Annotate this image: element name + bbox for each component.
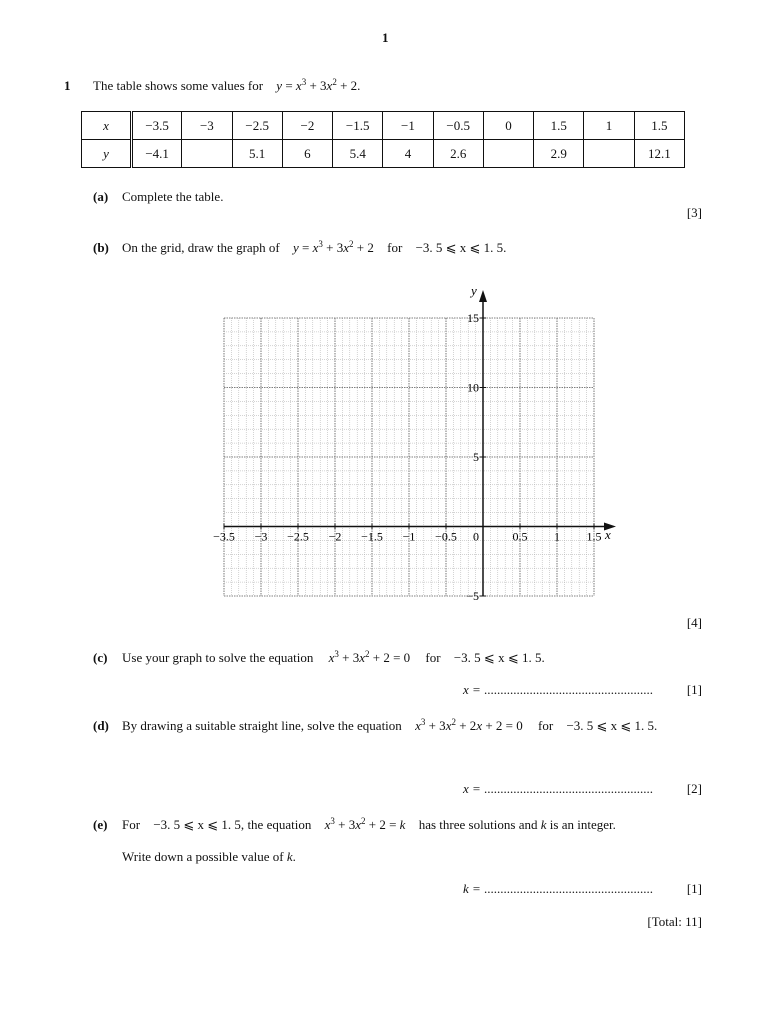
eq-part: + 2 = 0 xyxy=(482,718,523,733)
eq-var: k xyxy=(399,817,406,832)
eq-power: 3 xyxy=(420,717,426,727)
eq-var: y xyxy=(293,240,299,255)
y-tick-label: 10 xyxy=(467,380,479,395)
x-tick-label: −1.5 xyxy=(361,529,383,544)
graph-grid[interactable] xyxy=(200,280,620,610)
x-tick-label: 1.5 xyxy=(586,529,602,544)
part-e-text3: is an integer. xyxy=(546,817,616,832)
eq-var: x xyxy=(324,817,331,832)
part-c-equation xyxy=(329,650,411,665)
x-cell: 1.5 xyxy=(634,112,684,140)
part-d-marks: [2] xyxy=(686,781,702,796)
eq-var: x xyxy=(359,650,365,665)
part-c-range: −3. 5 ⩽ x ⩽ 1. 5. xyxy=(453,650,545,665)
part-e-equation xyxy=(325,817,406,832)
eq-power: 2 xyxy=(349,239,354,249)
x-row xyxy=(82,112,685,140)
eq-var: x xyxy=(328,650,335,665)
eq-power: 2 xyxy=(332,77,337,87)
part-d-for: for xyxy=(538,718,554,733)
eq-part: + 3 xyxy=(338,650,360,665)
part-a-text: Complete the table. xyxy=(122,189,224,204)
part-d-text: By drawing a suitable straight line, solve the equation xyxy=(122,718,402,733)
eq-power: 3 xyxy=(330,816,335,826)
x-tick-label: −0.5 xyxy=(435,529,457,544)
eq-part: + 3 xyxy=(322,240,344,255)
part-d-equation xyxy=(415,718,523,733)
part-e-answer xyxy=(463,881,653,897)
answer-label: k = xyxy=(463,881,481,896)
part-e-line2 xyxy=(122,849,296,865)
part-e-line2-text: Write down a possible value of xyxy=(122,849,284,864)
answer-label: x = xyxy=(463,682,481,697)
total-marks: [Total: 11] xyxy=(647,914,702,929)
part-c-label: (c) xyxy=(93,650,108,665)
part-c-for: for xyxy=(425,650,441,665)
eq-part: + 2 xyxy=(353,240,374,255)
part-a-marks: [3] xyxy=(686,205,702,220)
x-axis-label: x xyxy=(605,527,611,542)
y-cell: 5.4 xyxy=(333,140,383,168)
eq-part: + 3 xyxy=(425,718,446,733)
eq-part: + 2 xyxy=(455,718,477,733)
y-axis-label: y xyxy=(471,283,477,298)
part-c-line xyxy=(122,650,545,666)
part-e-line2-k: k xyxy=(286,849,293,864)
question-intro-text: The table shows some values for xyxy=(93,78,264,93)
x-cell: −3 xyxy=(182,112,232,140)
part-d-label: (d) xyxy=(93,718,109,733)
x-cell: −1.5 xyxy=(333,112,383,140)
y-cell: 6 xyxy=(282,140,332,168)
part-e-text2: has three solutions and xyxy=(418,817,538,832)
x-tick-label: −2 xyxy=(328,529,342,544)
eq-var: x xyxy=(343,240,350,255)
part-e-k: k xyxy=(540,817,547,832)
y-row xyxy=(82,140,685,168)
x-tick-label: 0.5 xyxy=(512,529,528,544)
eq-part: + 3 xyxy=(306,78,327,93)
part-e-marks: [1] xyxy=(686,881,702,896)
y-cell: 5.1 xyxy=(232,140,282,168)
part-b-range: −3. 5 ⩽ x ⩽ 1. 5. xyxy=(415,240,507,255)
eq-power: 3 xyxy=(301,77,307,87)
part-b-for: for xyxy=(387,240,403,255)
y-row-label: y xyxy=(82,140,132,168)
y-tick-label: 5 xyxy=(473,450,479,464)
x-cell: 0 xyxy=(483,112,533,140)
part-e-line xyxy=(122,817,616,833)
x-tick-label: 1 xyxy=(554,529,560,544)
eq-part: + 2 = xyxy=(365,817,400,832)
eq-power: 3 xyxy=(318,239,323,249)
eq-var: x xyxy=(476,718,483,733)
y-cell: −4.1 xyxy=(132,140,182,168)
part-e-for: For xyxy=(122,817,141,832)
part-b-equation xyxy=(293,240,374,255)
part-b-text: On the grid, draw the graph of xyxy=(122,240,280,255)
x-tick-label: −3.5 xyxy=(213,529,235,544)
grid-lines xyxy=(224,318,594,596)
part-d-line xyxy=(122,718,657,734)
part-e-label: (e) xyxy=(93,817,108,832)
x-tick-label: −1 xyxy=(402,529,416,544)
part-e-range: −3. 5 ⩽ x ⩽ 1. 5, xyxy=(153,817,245,832)
part-e-line2-end: . xyxy=(292,849,296,864)
answer-line[interactable]: .................................................... xyxy=(484,881,654,896)
x-row-label: x xyxy=(82,112,132,140)
part-b-label: (b) xyxy=(93,240,109,255)
question-equation xyxy=(276,78,360,93)
eq-var: x xyxy=(326,78,333,93)
x-cell: −2 xyxy=(282,112,332,140)
eq-part: + 2 = 0 xyxy=(369,650,411,665)
part-c-answer xyxy=(463,682,653,698)
eq-var: x xyxy=(445,718,452,733)
x-cell: −1 xyxy=(383,112,433,140)
eq-var: x xyxy=(355,817,361,832)
x-cell: 1 xyxy=(584,112,634,140)
eq-power: 2 xyxy=(361,816,366,826)
eq-var: x xyxy=(415,718,421,733)
y-axis-arrow xyxy=(479,290,487,302)
eq-power: 2 xyxy=(451,717,456,727)
eq-power: 2 xyxy=(365,649,370,659)
x-cell: −3.5 xyxy=(132,112,182,140)
part-d-answer xyxy=(463,781,653,797)
part-d-range: −3. 5 ⩽ x ⩽ 1. 5. xyxy=(566,718,658,733)
part-b-line xyxy=(122,240,506,256)
eq-part: + 2. xyxy=(336,78,361,93)
y-cell: 12.1 xyxy=(634,140,684,168)
eq-power: 3 xyxy=(334,649,339,659)
eq-var: x xyxy=(295,78,302,93)
x-tick-label: −2.5 xyxy=(287,529,309,544)
x-cell: −2.5 xyxy=(232,112,282,140)
x-tick-label: −3 xyxy=(254,529,268,544)
part-b-marks: [4] xyxy=(686,615,702,630)
y-cell-blank[interactable] xyxy=(182,140,232,168)
y-cell: 2.6 xyxy=(433,140,483,168)
question-number: 1 xyxy=(64,78,71,93)
part-a-label: (a) xyxy=(93,189,109,204)
y-tick-label: −5 xyxy=(466,589,479,603)
x-cell: 1.5 xyxy=(534,112,584,140)
part-e-text1: the equation xyxy=(244,817,312,832)
eq-var: y xyxy=(276,78,283,93)
answer-label: x = xyxy=(463,781,481,796)
y-cell: 4 xyxy=(383,140,433,168)
x-tick-label: 0 xyxy=(473,529,479,544)
answer-line[interactable]: .................................................... xyxy=(484,682,654,697)
y-cell-blank[interactable] xyxy=(584,140,634,168)
eq-part: = xyxy=(298,240,313,255)
x-cell: −0.5 xyxy=(433,112,483,140)
eq-part: = xyxy=(282,78,296,93)
values-table xyxy=(81,111,685,168)
eq-var: x xyxy=(312,240,319,255)
y-cell: 2.9 xyxy=(534,140,584,168)
part-c-text: Use your graph to solve the equation xyxy=(122,650,314,665)
question-intro xyxy=(93,78,360,94)
part-c-marks: [1] xyxy=(686,682,702,697)
answer-line[interactable]: .................................................... xyxy=(484,781,654,796)
y-cell-blank[interactable] xyxy=(483,140,533,168)
page-number: 1 xyxy=(382,30,389,45)
y-tick-label: 15 xyxy=(467,311,479,325)
eq-part: + 3 xyxy=(334,817,356,832)
